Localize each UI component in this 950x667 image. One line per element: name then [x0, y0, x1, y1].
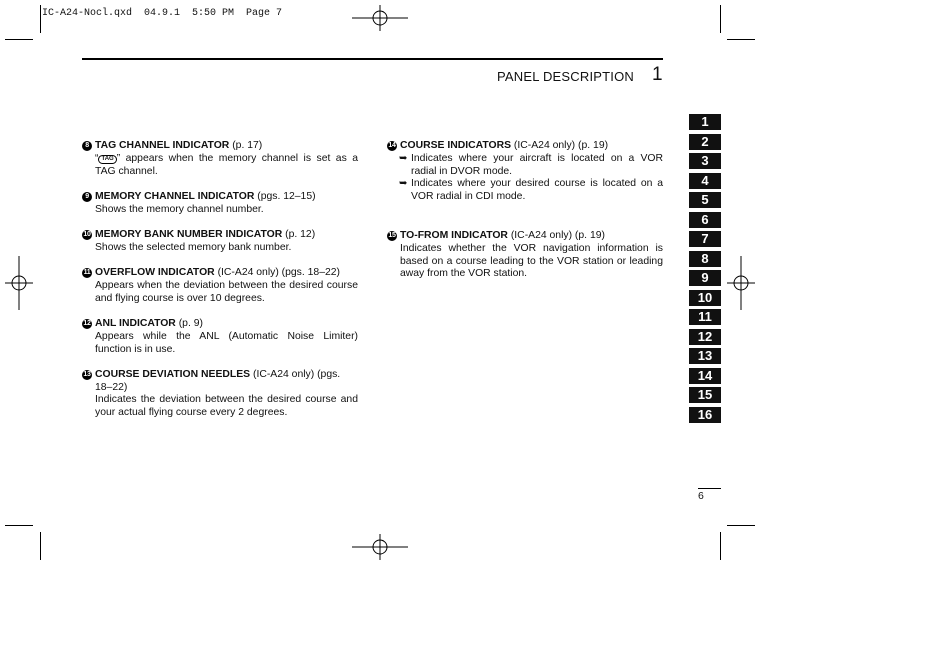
page-number: 6 — [698, 490, 704, 502]
entry-course-deviation — [82, 369, 358, 420]
item-number-badge: 14 — [388, 142, 396, 149]
crop-mark — [40, 532, 41, 560]
crop-mark — [727, 39, 755, 40]
crop-mark — [5, 525, 33, 526]
right-column — [387, 140, 663, 294]
header-rule — [82, 58, 663, 60]
section-number: 1 — [652, 64, 663, 85]
bullet-item: ➥ Indicates where your desired course is located on a VOR radial in CDI mode. — [399, 178, 663, 203]
chapter-tab-12[interactable]: 12 — [689, 329, 721, 345]
crop-mark — [720, 532, 721, 560]
entry-title: COURSE INDICATORS — [400, 140, 512, 151]
entry-ref: (IC-A24 only) (p. 19) — [507, 229, 605, 241]
entry-memory-bank — [82, 229, 358, 255]
entry-anl — [82, 318, 358, 356]
item-number-badge: 8 — [82, 141, 92, 151]
crop-mark — [727, 525, 755, 526]
entry-body: Indicates whether the VOR navigation information is based on a course leading to the VOR station or leading away from the VOR station. — [400, 242, 663, 280]
entry-ref: (IC-A24 only) (pgs. 18–22) — [95, 368, 341, 393]
item-number-badge: 12 — [83, 319, 91, 327]
entry-title: COURSE DEVIATION NEEDLES — [95, 368, 251, 380]
entry-tag-channel: 8 TAG CHANNEL INDICATOR (p. 17) “ TAG ” appears when the memory channel is set as a TAG channel. — [82, 140, 358, 178]
item-number-badge: 11 — [83, 269, 91, 277]
chapter-tab-14[interactable]: 14 — [689, 368, 721, 384]
chapter-tab-3[interactable]: 3 — [689, 153, 721, 169]
chapter-tab-13[interactable]: 13 — [689, 348, 721, 364]
page-number-rule — [698, 488, 721, 489]
bullet-item: ➥ Indicates where your aircraft is located on a VOR radial in DVOR mode. — [399, 152, 663, 177]
entry-title: ANL INDICATOR — [95, 317, 176, 329]
chapter-tab-1[interactable]: 1 — [689, 114, 721, 130]
chapter-tab-15[interactable]: 15 — [689, 387, 721, 403]
entry-title: MEMORY CHANNEL INDICATOR — [95, 190, 255, 202]
entry-overflow — [82, 267, 358, 305]
arrow-bullet-icon: ➥ — [399, 152, 408, 164]
chapter-tab-11[interactable]: 11 — [689, 309, 721, 325]
chapter-tab-2[interactable]: 2 — [689, 134, 721, 150]
entry-ref: (IC-A24 only) (pgs. 18–22) — [214, 267, 341, 279]
registration-mark-icon — [5, 256, 33, 310]
file-header: IC-A24-Nocl.qxd 04.9.1 5:50 PM Page 7 — [42, 8, 283, 19]
registration-mark-icon — [352, 534, 408, 560]
crop-mark — [40, 5, 41, 33]
entry-course-indicators — [387, 140, 663, 204]
entry-title: OVERFLOW INDICATOR — [95, 267, 215, 279]
chapter-tab-16[interactable]: 16 — [689, 407, 721, 423]
arrow-bullet-icon: ➥ — [399, 178, 408, 190]
chapter-tab-9[interactable]: 9 — [689, 270, 721, 286]
tag-icon: TAG — [98, 155, 116, 164]
entry-body: Appears while the ANL (Automatic Noise Limiter) function is in use. — [95, 330, 358, 355]
entry-ref: (IC-A24 only) (p. 19) — [511, 140, 609, 151]
entry-body: Appears when the deviation between the desired course and flying course is over 10 degrees. — [95, 279, 358, 304]
entry-ref: (p. 9) — [175, 317, 203, 329]
entry-title: TO-FROM INDICATOR — [400, 229, 508, 241]
chapter-tab-4[interactable]: 4 — [689, 173, 721, 189]
chapter-tab-5[interactable]: 5 — [689, 192, 721, 208]
chapter-tab-7[interactable]: 7 — [689, 231, 721, 247]
registration-mark-icon — [727, 256, 755, 310]
entry-ref: (pgs. 12–15) — [254, 190, 316, 202]
item-number-badge: 10 — [83, 230, 91, 238]
entry-title: MEMORY BANK NUMBER INDICATOR — [95, 228, 283, 240]
chapter-tab-6[interactable]: 6 — [689, 212, 721, 228]
entry-ref: (p. 17) — [229, 140, 263, 151]
registration-mark-icon — [352, 5, 408, 31]
entry-body: Indicates the deviation between the desired course and your actual flying course every 2 degrees. — [95, 394, 358, 419]
entry-body: Shows the memory channel number. — [95, 203, 264, 215]
entry-memory-channel — [82, 191, 358, 217]
entry-to-from — [387, 230, 663, 281]
chapter-tab-8[interactable]: 8 — [689, 251, 721, 267]
section-title: PANEL DESCRIPTION — [496, 69, 634, 84]
item-number-badge: 9 — [82, 192, 92, 202]
crop-mark — [720, 5, 721, 33]
crop-mark — [5, 39, 33, 40]
left-column — [82, 140, 358, 433]
entry-title: TAG CHANNEL INDICATOR — [95, 140, 230, 151]
item-number-badge: 13 — [83, 370, 91, 378]
chapter-tab-10[interactable]: 10 — [689, 290, 721, 306]
entry-body: Shows the selected memory bank number. — [95, 241, 292, 253]
entry-ref: (p. 12) — [282, 228, 316, 240]
item-number-badge: 15 — [388, 231, 396, 239]
